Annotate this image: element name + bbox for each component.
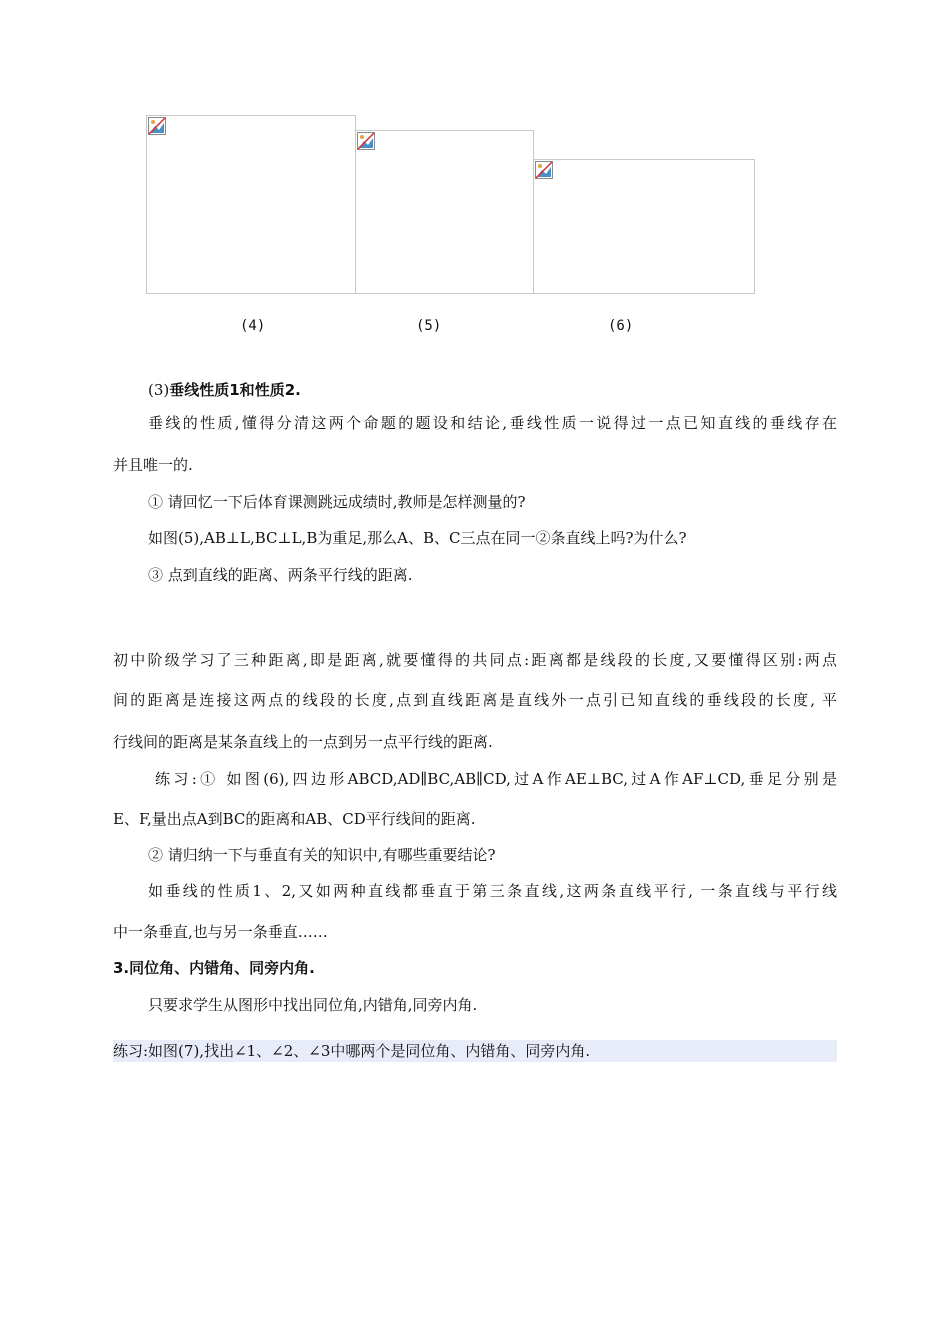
- question-2: 如图(5),AB⊥L,BC⊥L,B为重足,那么A、B、C三点在同一②条直线上吗?为什么?: [148, 529, 687, 547]
- exercise-1-question-2: ② 请归纳一下与垂直有关的知识中,有哪些重要结论?: [148, 846, 496, 864]
- broken-image-icon: [148, 117, 166, 135]
- figure-5-caption: (5): [416, 318, 442, 334]
- question-3: ③ 点到直线的距离、两条平行线的距离.: [148, 566, 413, 584]
- distance-paragraph-line2: 间的距离是连接这两点的线段的长度,点到直线距离是直线外一点引已知直线的垂线段的长度, 平: [113, 691, 837, 709]
- broken-image-icon: [357, 132, 375, 150]
- conclusion-line1: 如垂线的性质1、2,又如两种直线都垂直于第三条直线,这两条直线平行, 一条直线与平行线: [148, 882, 837, 900]
- figure-4-image: [146, 115, 356, 294]
- section-3-heading: [148, 380, 301, 400]
- exercise-1-line2: E、F,量出点A到BC的距离和AB、CD平行线间的距离.: [113, 810, 476, 828]
- exercise-1-line1: 练习:① 如图(6),四边形ABCD,AD∥BC,AB∥CD,过A作AE⊥BC,过A作AF⊥CD,垂足分别是: [155, 770, 837, 788]
- angles-section-heading: 3.同位角、内错角、同旁内角.: [113, 959, 315, 977]
- figure-4-caption: (4): [240, 318, 266, 334]
- figure-6-image: [533, 159, 755, 294]
- distance-paragraph-line1: 初中阶级学习了三种距离,即是距离,就要懂得的共同点:距离都是线段的长度,又要懂得区别:两点: [113, 651, 837, 669]
- figure-5-image: [355, 130, 534, 294]
- figure-6-caption: (6): [608, 318, 634, 334]
- section-3-heading-prefix: (3): [148, 381, 170, 399]
- perpendicular-property-line1: 垂线的性质,懂得分清这两个命题的题设和结论,垂线性质一说得过一点已知直线的垂线存在: [148, 414, 837, 432]
- perpendicular-property-line2: 并且唯一的.: [113, 456, 193, 474]
- broken-image-icon: [535, 161, 553, 179]
- angles-section-paragraph: 只要求学生从图形中找出同位角,内错角,同旁内角.: [148, 996, 478, 1014]
- section-3-heading-title: 垂线性质1和性质2.: [169, 381, 301, 399]
- question-1: ① 请回忆一下后体育课测跳远成绩时,教师是怎样测量的?: [148, 493, 526, 511]
- distance-paragraph-line3: 行线间的距离是某条直线上的一点到另一点平行线的距离.: [113, 733, 493, 751]
- conclusion-line2: 中一条垂直,也与另一条垂直……: [113, 923, 328, 941]
- angles-exercise: 练习:如图(7),找出∠1、∠2、∠3中哪两个是同位角、内错角、同旁内角.: [113, 1042, 591, 1060]
